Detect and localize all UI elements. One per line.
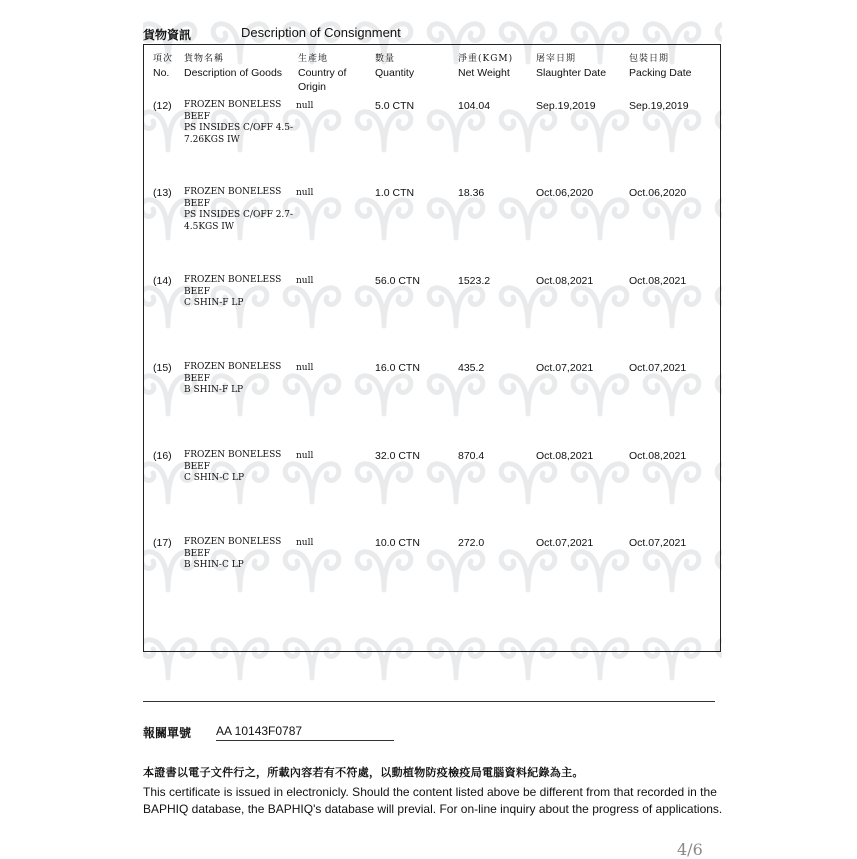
packing-date: Oct.07,2021 — [629, 362, 687, 374]
slaughter-date: Oct.07,2021 — [536, 362, 594, 374]
goods-description: FROZEN BONELESS BEEF B SHIN-C LP — [184, 537, 282, 570]
column-header-goods — [184, 52, 282, 80]
electronic-certificate-notice-en: This certificate is issued in electronicly. Should the content listed above be different from that recorded in the BAPHIQ database, the BAPHIQ's database will previal. For on-line inquiry about the progress of applications. — [143, 785, 723, 816]
column-header-origin-en: Country of Origin — [298, 67, 347, 93]
item-number: (15) — [153, 362, 172, 374]
column-header-slaughter-date-cn: 屠宰日期 — [536, 54, 577, 64]
item-number: (14) — [153, 275, 172, 287]
column-header-no — [153, 52, 173, 80]
item-number: (16) — [153, 450, 172, 462]
packing-date: Oct.07,2021 — [629, 537, 687, 549]
country-of-origin: null — [296, 538, 314, 548]
country-of-origin: null — [296, 363, 314, 373]
item-number: (13) — [153, 187, 172, 199]
quantity: 56.0 CTN — [375, 275, 420, 287]
country-of-origin: null — [296, 101, 314, 111]
slaughter-date: Sep.19,2019 — [536, 100, 596, 112]
page-number: 4/6 — [677, 840, 703, 859]
packing-date: Sep.19,2019 — [629, 100, 689, 112]
column-header-net-weight-en: Net Weight — [458, 67, 510, 79]
section-divider — [143, 701, 715, 702]
column-header-net-weight — [458, 52, 513, 80]
goods-description: FROZEN BONELESS BEEF C SHIN-C LP — [184, 450, 282, 483]
column-header-quantity-cn: 數量 — [375, 54, 396, 64]
slaughter-date: Oct.06,2020 — [536, 187, 594, 199]
net-weight: 1523.2 — [458, 275, 491, 287]
section-title-en: Description of Consignment — [241, 25, 401, 40]
column-header-net-weight-cn: 淨重(KGM) — [458, 54, 514, 64]
column-header-packing-date-cn: 包裝日期 — [629, 54, 670, 64]
quantity: 1.0 CTN — [375, 187, 415, 199]
column-header-goods-en: Description of Goods — [184, 67, 283, 79]
column-header-packing-date-en: Packing Date — [629, 67, 692, 79]
net-weight: 104.04 — [458, 100, 491, 112]
column-header-no-en: No. — [153, 67, 170, 79]
packing-date: Oct.08,2021 — [629, 275, 687, 287]
column-header-quantity-en: Quantity — [375, 67, 415, 79]
item-number: (17) — [153, 537, 172, 549]
column-header-origin — [298, 52, 360, 94]
column-header-slaughter-date — [536, 52, 606, 80]
column-header-goods-cn: 貨物名稱 — [184, 54, 225, 64]
slaughter-date: Oct.07,2021 — [536, 537, 594, 549]
goods-description: FROZEN BONELESS BEEF C SHIN-F LP — [184, 275, 282, 308]
net-weight: 435.2 — [458, 362, 485, 374]
net-weight: 272.0 — [458, 537, 485, 549]
electronic-certificate-notice-cn: 本證書以電子文件行之，所載內容若有不符處，以動植物防疫檢疫局電腦資料紀錄為主。 — [143, 766, 584, 779]
quantity: 32.0 CTN — [375, 450, 420, 462]
goods-description: FROZEN BONELESS BEEF PS INSIDES C/OFF 4.5- 7.26KGS IW — [184, 100, 294, 145]
goods-description: FROZEN BONELESS BEEF B SHIN-F LP — [184, 362, 282, 395]
column-header-quantity — [375, 52, 414, 80]
column-header-no-cn: 項次 — [153, 54, 174, 64]
column-header-origin-cn: 生產地 — [298, 54, 329, 64]
country-of-origin: null — [296, 451, 314, 461]
country-of-origin: null — [296, 276, 314, 286]
quantity: 16.0 CTN — [375, 362, 420, 374]
item-number: (12) — [153, 100, 172, 112]
quantity: 5.0 CTN — [375, 100, 415, 112]
packing-date: Oct.08,2021 — [629, 450, 687, 462]
slaughter-date: Oct.08,2021 — [536, 275, 594, 287]
declaration-number-label: 報關單號 — [143, 726, 192, 740]
section-title-cn: 貨物資訊 — [143, 28, 192, 42]
packing-date: Oct.06,2020 — [629, 187, 687, 199]
goods-description: FROZEN BONELESS BEEF PS INSIDES C/OFF 2.7- 4.5KGS IW — [184, 187, 294, 232]
net-weight: 870.4 — [458, 450, 485, 462]
quantity: 10.0 CTN — [375, 537, 420, 549]
country-of-origin: null — [296, 188, 314, 198]
declaration-number-value: AA 10143F0787 — [216, 724, 394, 741]
slaughter-date: Oct.08,2021 — [536, 450, 594, 462]
net-weight: 18.36 — [458, 187, 485, 199]
column-header-packing-date — [629, 52, 691, 80]
column-header-slaughter-date-en: Slaughter Date — [536, 67, 607, 79]
